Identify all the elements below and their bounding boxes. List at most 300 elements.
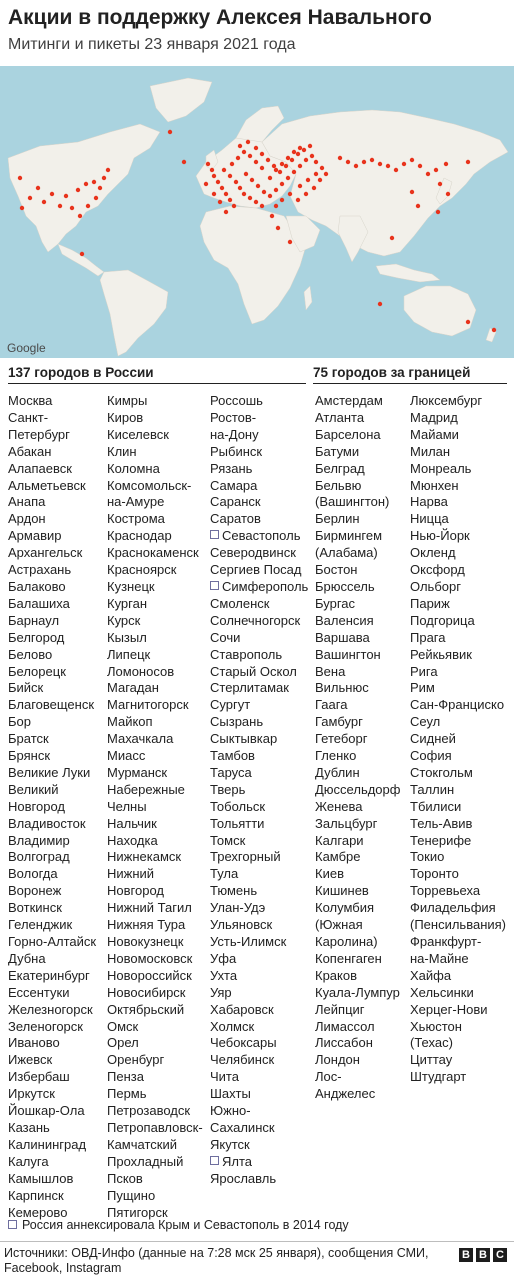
city-item: Чебоксары	[210, 1035, 277, 1051]
city-item: Москва	[8, 393, 53, 408]
protest-marker	[390, 236, 394, 240]
city-item: Уфа	[210, 950, 237, 966]
city-item: Кемерово	[8, 1204, 68, 1220]
protest-marker	[304, 192, 308, 196]
city-item: Токио	[410, 849, 445, 865]
protest-marker	[304, 158, 308, 162]
city-item: Балашиха	[8, 595, 70, 611]
protest-marker	[50, 192, 54, 196]
city-item: Прохладный	[107, 1153, 184, 1169]
city-item: Вена	[315, 663, 346, 679]
source-note: Источники: ОВД-Инфо (данные на 7:28 мск 25 января), сообщения СМИ, Facebook, Instagram	[4, 1246, 429, 1275]
russia-column-3	[210, 393, 310, 1188]
city-item: Трехгорный	[210, 849, 281, 865]
city-item: Сеул	[410, 714, 441, 730]
city-item: Смоленск	[210, 595, 270, 611]
city-item: Тюмень	[210, 883, 258, 899]
protest-marker	[272, 164, 276, 168]
city-item: Пущино	[107, 1187, 156, 1203]
city-item: Майкоп	[107, 714, 153, 730]
city-item: Тбилиси	[410, 798, 462, 814]
city-item: Уяр	[210, 984, 232, 1000]
city-item: Гамбург	[315, 714, 363, 730]
protest-marker	[228, 174, 232, 178]
protest-marker	[206, 162, 210, 166]
city-item: Алапаевск	[8, 460, 72, 476]
city-item: Прага	[410, 629, 446, 645]
city-item: Сызрань	[210, 714, 264, 730]
city-item: Абакан	[8, 443, 52, 459]
city-item: Херцег-Нови	[410, 1001, 488, 1017]
city-item: Петропавловск- Камчатский	[107, 1119, 203, 1152]
protest-marker	[280, 162, 284, 166]
protest-marker	[292, 170, 296, 174]
protest-marker	[290, 158, 294, 162]
city-item: Штудгарт	[410, 1069, 467, 1085]
city-item: Вильнюс	[315, 680, 369, 696]
protest-marker	[234, 180, 238, 184]
protest-marker	[324, 172, 328, 176]
city-item: Анапа	[8, 494, 46, 510]
city-item: Стерлитамак	[210, 680, 289, 696]
city-item: Батуми	[315, 443, 360, 459]
city-item: Севастополь	[210, 528, 310, 545]
protest-marker	[416, 204, 420, 208]
russia-column-2	[107, 393, 209, 1221]
protest-marker	[298, 164, 302, 168]
city-item: Новороссийск	[107, 967, 192, 983]
protest-marker	[102, 176, 106, 180]
protest-marker	[260, 166, 264, 170]
city-item: Монреаль	[410, 460, 472, 476]
city-item: Гетеборг	[315, 731, 368, 747]
russia-column-1	[8, 393, 104, 1221]
protest-marker	[224, 210, 228, 214]
protest-marker	[70, 206, 74, 210]
protest-marker	[338, 156, 342, 160]
city-item: Армавир	[8, 528, 62, 544]
city-item: Дюссельдорф	[315, 781, 401, 797]
city-item: Калининград	[8, 1136, 87, 1152]
city-item: Махачкала	[107, 731, 174, 747]
protest-marker	[216, 180, 220, 184]
city-item: Сургут	[210, 697, 251, 713]
city-item: Санкт- Петербург	[8, 409, 70, 442]
city-item: Сидней	[410, 731, 456, 747]
protest-marker	[80, 252, 84, 256]
city-item: Копенгаген	[315, 950, 382, 966]
city-item: Зальцбург	[315, 815, 378, 831]
protest-marker	[236, 156, 240, 160]
protest-marker	[212, 192, 216, 196]
protest-marker	[318, 178, 322, 182]
city-item: Лиссабон	[315, 1035, 373, 1051]
city-item: Женева	[315, 798, 363, 814]
protest-marker	[94, 196, 98, 200]
bbc-logo-letter: C	[493, 1248, 507, 1262]
city-item: Челябинск	[210, 1052, 275, 1068]
city-item: Новокузнецк	[107, 934, 184, 949]
city-item: Ломоносов	[107, 663, 175, 679]
city-item: Нарва	[410, 494, 448, 510]
abroad-column-2	[410, 393, 510, 1086]
city-item: Белово	[8, 646, 53, 662]
city-item: Барселона	[315, 426, 381, 442]
protest-marker	[242, 150, 246, 154]
bbc-logo	[459, 1248, 507, 1262]
city-item: Тамбов	[210, 748, 255, 764]
city-item: Краснодар	[107, 528, 172, 544]
protest-marker	[292, 150, 296, 154]
city-item: Усть-Илимск	[210, 934, 287, 949]
protest-marker	[212, 174, 216, 178]
protest-marker	[238, 144, 242, 148]
annexed-marker-icon	[8, 1220, 17, 1229]
city-item: Колумбия (Южная Каролина)	[315, 900, 378, 949]
protest-marker	[298, 184, 302, 188]
city-item: Мурманск	[107, 764, 168, 780]
protest-marker	[410, 158, 414, 162]
city-item: Бирмингем (Алабама)	[315, 528, 383, 561]
city-item: Избербаш	[8, 1069, 70, 1085]
protest-marker	[314, 172, 318, 176]
city-item: Владивосток	[8, 815, 86, 831]
city-item: Атланта	[315, 409, 365, 425]
protest-marker	[402, 162, 406, 166]
city-item: Камышлов	[8, 1170, 74, 1186]
city-item: Ардон	[8, 511, 46, 527]
city-item: Зеленогорск	[8, 1018, 83, 1034]
city-item: Омск	[107, 1018, 139, 1034]
city-item: Йошкар-Ола	[8, 1103, 85, 1119]
city-item: Бор	[8, 714, 31, 730]
protest-marker	[210, 168, 214, 172]
city-item: Мадрид	[410, 409, 458, 425]
city-item: Вологда	[8, 866, 58, 882]
protest-marker	[438, 182, 442, 186]
protest-marker	[284, 164, 288, 168]
city-item: Владимир	[8, 832, 70, 848]
page-subtitle: Митинги и пикеты 23 января 2021 года	[8, 36, 296, 53]
city-item: Подгорица	[410, 612, 475, 628]
city-item: Коломна	[107, 460, 160, 476]
city-item: Кимры	[107, 393, 148, 408]
city-item: Северодвинск	[210, 545, 296, 561]
city-item: Воронеж	[8, 883, 62, 899]
protest-marker	[222, 168, 226, 172]
city-item: Томск	[210, 832, 246, 848]
protest-marker	[266, 158, 270, 162]
protest-marker	[254, 146, 258, 150]
city-item: Октябрьский	[107, 1001, 185, 1017]
protest-marker	[434, 168, 438, 172]
city-item: Таллин	[410, 781, 455, 797]
city-item: Белгород	[8, 629, 65, 645]
city-item: Ницца	[410, 511, 449, 527]
protest-marker	[278, 170, 282, 174]
protest-marker	[312, 186, 316, 190]
city-item: Валенсия	[315, 612, 374, 628]
city-item: Гленко	[315, 748, 357, 764]
protest-marker	[86, 204, 90, 208]
protest-marker	[260, 204, 264, 208]
footnote	[8, 1218, 349, 1232]
protest-marker	[444, 162, 448, 166]
city-item: Лос- Анджелес	[315, 1069, 376, 1102]
protest-marker	[254, 200, 258, 204]
protest-marker	[296, 198, 300, 202]
abroad-column-1	[315, 393, 407, 1103]
protest-marker	[288, 192, 292, 196]
city-item: Холмск	[210, 1018, 255, 1034]
city-item: Окленд	[410, 545, 456, 561]
city-item: Петрозаводск	[107, 1103, 191, 1119]
city-item: Варшава	[315, 629, 370, 645]
protest-marker	[410, 190, 414, 194]
protest-marker	[314, 160, 318, 164]
city-item: Благовещенск	[8, 697, 95, 713]
city-item: Южно- Сахалинск	[210, 1103, 275, 1135]
protest-marker	[20, 206, 24, 210]
protest-marker	[256, 184, 260, 188]
city-item: Тольятти	[210, 815, 265, 831]
protest-marker	[446, 192, 450, 196]
city-item: Нижнекамск	[107, 849, 182, 865]
protest-marker	[232, 204, 236, 208]
city-item: Хабаровск	[210, 1001, 274, 1017]
city-item: Киселевск	[107, 426, 169, 442]
city-item: Чита	[210, 1069, 239, 1085]
city-item: Курск	[107, 612, 141, 628]
protest-marker	[260, 152, 264, 156]
city-item: Париж	[410, 595, 450, 611]
city-item: Краснокаменск	[107, 545, 199, 561]
city-item: Комсомольск- на-Амуре	[107, 477, 192, 510]
protest-marker	[280, 198, 284, 202]
protest-marker	[246, 140, 250, 144]
protest-marker	[254, 160, 258, 164]
city-item: Архангельск	[8, 545, 83, 561]
city-item: Вашингтон	[315, 646, 381, 662]
russia-heading: 137 городов в России	[8, 365, 306, 384]
city-item: Люксембург	[410, 393, 483, 408]
city-item: Лимассол	[315, 1018, 375, 1034]
protest-marker	[276, 226, 280, 230]
city-item: Иркутск	[8, 1086, 55, 1102]
city-item: Россошь	[210, 393, 263, 408]
city-item: Камбре	[315, 849, 361, 865]
city-item: Гаага	[315, 697, 348, 713]
protest-marker	[42, 200, 46, 204]
city-item: Торонто	[410, 866, 459, 882]
city-item: Хельсинки	[410, 984, 474, 1000]
city-item: Брянск	[8, 748, 51, 764]
protest-marker	[230, 162, 234, 166]
city-item: Балаково	[8, 578, 66, 594]
city-item: Тула	[210, 866, 239, 882]
city-item: Бостон	[315, 562, 358, 578]
city-item: Магадан	[107, 680, 159, 696]
city-item: Альметьевск	[8, 477, 86, 493]
protest-marker	[238, 186, 242, 190]
protest-marker	[274, 168, 278, 172]
city-item: Липецк	[107, 646, 151, 662]
protest-marker	[218, 200, 222, 204]
city-item: Рим	[410, 680, 435, 696]
city-item: Пенза	[107, 1069, 144, 1085]
city-item: Екатеринбург	[8, 967, 90, 983]
protest-marker	[98, 186, 102, 190]
city-item: Ижевск	[8, 1052, 53, 1068]
protest-marker	[220, 186, 224, 190]
city-item: Калуга	[8, 1153, 49, 1169]
protest-marker	[394, 168, 398, 172]
protest-marker	[76, 188, 80, 192]
city-item: Брюссель	[315, 578, 375, 594]
city-item: Тверь	[210, 781, 246, 797]
city-item: Нальчик	[107, 815, 157, 831]
city-item: Ухта	[210, 967, 238, 983]
protest-marker	[204, 182, 208, 186]
city-item: Бургас	[315, 595, 356, 611]
city-item: Кишинев	[315, 883, 369, 899]
city-item: Карпинск	[8, 1187, 64, 1203]
protest-marker	[64, 194, 68, 198]
protest-marker	[58, 204, 62, 208]
city-item: Симферополь	[210, 579, 310, 596]
city-item: Саранск	[210, 494, 261, 510]
city-item: Бельвю (Вашингтон)	[315, 477, 390, 510]
city-item: Милан	[410, 443, 451, 459]
city-item: София	[410, 748, 452, 764]
map-attribution: Google	[7, 341, 46, 355]
protest-marker	[466, 320, 470, 324]
protest-marker	[92, 180, 96, 184]
protest-marker	[386, 164, 390, 168]
city-item: Миасс	[107, 748, 146, 764]
protest-marker	[346, 160, 350, 164]
city-item: Лейпциг	[315, 1001, 365, 1017]
city-item: Железногорск	[8, 1001, 93, 1017]
city-item: Рейкьявик	[410, 646, 472, 662]
city-item: Кузнецк	[107, 578, 155, 594]
city-item: Псков	[107, 1170, 143, 1186]
city-item: Нижний Тагил	[107, 900, 192, 916]
city-item: Лондон	[315, 1052, 360, 1068]
page-title: Акции в поддержку Алексея Навального	[8, 6, 432, 29]
city-item: Белград	[315, 460, 365, 476]
city-item: Бийск	[8, 680, 44, 696]
city-item: Самара	[210, 477, 258, 493]
city-item: Тенерифе	[410, 832, 472, 848]
city-item: Оксфорд	[410, 562, 465, 578]
protest-marker	[244, 172, 248, 176]
city-item: Тель-Авив	[410, 815, 473, 831]
city-item: Берлин	[315, 511, 360, 527]
protest-marker	[310, 154, 314, 158]
protest-marker	[280, 182, 284, 186]
city-item: Майами	[410, 426, 459, 442]
city-item: Казань	[8, 1119, 50, 1135]
city-item: Тобольск	[210, 798, 266, 814]
abroad-heading: 75 городов за границей	[313, 365, 507, 384]
city-item: Сочи	[210, 629, 241, 645]
city-item: Старый Оскол	[210, 663, 297, 679]
city-item: Мюнхен	[410, 477, 459, 493]
protest-marker	[286, 156, 290, 160]
city-item: Сергиев Посад	[210, 562, 302, 578]
city-item: Нью-Йорк	[410, 528, 470, 544]
protest-marker	[466, 160, 470, 164]
city-item: Солнечногорск	[210, 612, 301, 628]
city-item: Воткинск	[8, 900, 62, 916]
protest-marker	[378, 302, 382, 306]
city-item: Якутск	[210, 1136, 250, 1152]
city-item: Клин	[107, 443, 137, 459]
city-item: Киев	[315, 866, 344, 882]
protest-marker	[242, 192, 246, 196]
city-item: Сыктывкар	[210, 731, 278, 747]
bbc-logo-letter: B	[459, 1248, 473, 1262]
city-item: Ярославль	[210, 1170, 277, 1186]
city-item: Хьюстон (Техас)	[410, 1018, 462, 1051]
protest-marker	[308, 144, 312, 148]
protest-marker	[250, 178, 254, 182]
city-item: Ялта	[210, 1154, 310, 1171]
world-map-svg	[0, 66, 514, 358]
city-item: Хайфа	[410, 967, 452, 983]
city-item: Краков	[315, 967, 358, 983]
city-item: Великий Новгород	[8, 781, 65, 814]
city-item: Кызыл	[107, 629, 147, 645]
city-item: Куала-Лумпур	[315, 984, 400, 1000]
city-item: Стокгольм	[410, 764, 473, 780]
city-item: Ульяновск	[210, 917, 273, 933]
protest-marker	[378, 162, 382, 166]
city-item: Барнаул	[8, 612, 60, 628]
protest-marker	[228, 198, 232, 202]
city-item: Великие Луки	[8, 764, 91, 780]
protest-marker	[436, 210, 440, 214]
city-item: Амстердам	[315, 393, 383, 408]
city-item: Дублин	[315, 764, 360, 780]
city-item: Иваново	[8, 1035, 60, 1051]
city-item: Красноярск	[107, 562, 177, 578]
protest-marker	[298, 146, 302, 150]
city-item: Пятигорск	[107, 1204, 168, 1220]
city-item: Таруса	[210, 764, 252, 780]
protest-marker	[370, 158, 374, 162]
bbc-logo-letter: B	[476, 1248, 490, 1262]
protest-marker	[268, 194, 272, 198]
protest-marker	[274, 188, 278, 192]
protest-marker	[306, 178, 310, 182]
protest-marker	[288, 240, 292, 244]
protest-marker	[36, 186, 40, 190]
city-item: Геленджик	[8, 917, 73, 933]
protest-marker	[268, 176, 272, 180]
city-item: Находка	[107, 832, 158, 848]
city-item: Циттау	[410, 1052, 453, 1068]
city-item: Калгари	[315, 832, 364, 848]
protest-marker	[362, 160, 366, 164]
protest-marker	[320, 166, 324, 170]
city-item: Курган	[107, 595, 148, 611]
protest-marker	[286, 176, 290, 180]
protest-marker	[296, 152, 300, 156]
protest-marker	[426, 172, 430, 176]
city-item: Магнитогорск	[107, 697, 189, 713]
